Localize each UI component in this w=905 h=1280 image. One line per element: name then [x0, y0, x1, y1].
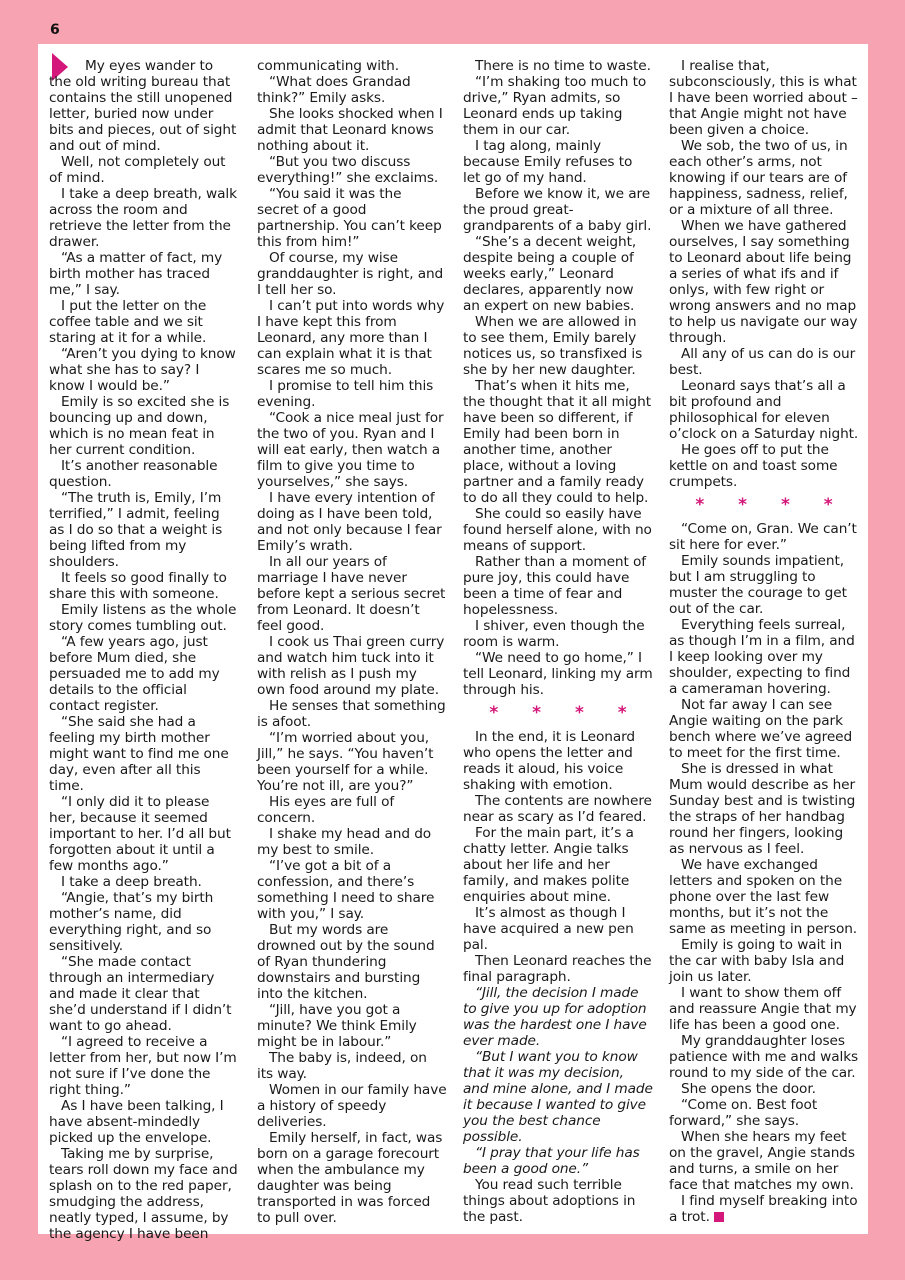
paragraph: “I’ve got a bit of a confession, and there’s something I need to share with you,” I say.: [257, 858, 435, 922]
paragraph: The contents are nowhere near as scary as I’d feared.: [463, 793, 652, 825]
paragraph: “You said it was the secret of a good partnership. You can’t keep this from him!”: [257, 186, 442, 250]
paragraph: “Come on, Gran. We can’t sit here for ever.”: [669, 521, 857, 553]
paragraph: “She made contact through an intermediary and made it clear that she’d understand if I didn’t want to go ahead.: [49, 954, 232, 1034]
paragraph: That’s when it hits me, the thought that it all might have been so different, if Emily had been born in another time, another place, without a loving partner and a family ready to do all they could to help.: [463, 378, 651, 506]
paragraph: We sob, the two of us, in each other’s arms, not knowing if our tears are of happiness, sadness, relief, or a mixture of all three.: [669, 138, 848, 218]
paragraph: He goes off to put the kettle on and toast some crumpets.: [669, 442, 838, 490]
paragraph: He senses that something is afoot.: [257, 698, 446, 730]
paragraph: Well, not completely out of mind.: [49, 154, 226, 186]
paragraph: “I’m worried about you, Jill,” he says. “You haven’t been yourself for a while. You’re not ill, are you?”: [257, 730, 434, 794]
paragraph: communicating with.: [257, 58, 400, 74]
paragraph: I have every intention of doing as I have been told, and not only because I fear Emily’s wrath.: [257, 490, 442, 554]
paragraph: All any of us can do is our best.: [669, 346, 856, 378]
paragraph: “What does Grandad think?” Emily asks.: [257, 74, 411, 106]
paragraph: “But you two discuss everything!” she exclaims.: [257, 154, 439, 186]
paragraph: “She said she had a feeling my birth mother might want to find me one day, even after all this time.: [49, 714, 229, 794]
paragraph: Leonard says that’s all a bit profound and philosophical for eleven o’clock on a Saturday night.: [669, 378, 859, 442]
paragraph: Then Leonard reaches the final paragraph.: [463, 953, 652, 985]
paragraph: “Angie, that’s my birth mother’s name, did everything right, and so sensitively.: [49, 890, 214, 954]
paragraph: “I agreed to receive a letter from her, but now I’m not sure if I’ve done the right thing.”: [49, 1034, 237, 1098]
paragraph: You read such terrible things about adoptions in the past.: [463, 1177, 636, 1225]
paragraph: I cook us Thai green curry and watch him tuck into it with relish as I push my own food around my plate.: [257, 634, 445, 698]
paragraph: I shiver, even though the room is warm.: [463, 618, 645, 650]
paragraph: “A few years ago, just before Mum died, she persuaded me to add my details to the official contact register.: [49, 634, 220, 714]
paragraph: “I’m shaking too much to drive,” Ryan admits, so Leonard ends up taking them in our car.: [463, 74, 647, 138]
scene-break-stars: * * * *: [489, 703, 641, 723]
page-number: 6: [50, 22, 60, 38]
paragraph: I take a deep breath, walk across the room and retrieve the letter from the drawer.: [49, 186, 237, 250]
paragraph: Emily herself, in fact, was born on a garage forecourt when the ambulance my daughter was being transported in was forced to pull over.: [257, 1130, 443, 1226]
final-paragraph: [669, 1193, 859, 1225]
paragraph: His eyes are full of concern.: [257, 794, 395, 826]
paragraph: “Aren’t you dying to know what she has to say? I know I would be.”: [49, 346, 236, 394]
paragraph: I shake my head and do my best to smile.: [257, 826, 432, 858]
paragraph: I realise that, subconsciously, this is what I have been worried about – that Angie might not have been given a choice.: [669, 58, 858, 138]
paragraph: I take a deep breath.: [61, 874, 202, 890]
paragraph: My eyes wander to the old writing bureau that contains the still unopened letter, buried now under bits and pieces, out of sight and out of mind.: [49, 58, 237, 154]
scene-break-stars: * * * *: [695, 495, 847, 515]
paragraph: Rather than a moment of pure joy, this could have been a time of fear and hopelessness.: [463, 554, 646, 618]
paragraph: There is no time to waste.: [475, 58, 651, 74]
paragraph: Women in our family have a history of speedy deliveries.: [257, 1082, 447, 1130]
paragraph: Before we know it, we are the proud great-grandparents of a baby girl.: [463, 186, 652, 234]
paragraph: But my words are drowned out by the sound of Ryan thundering downstairs and bursting into the kitchen.: [257, 922, 435, 1002]
paragraph: Everything feels surreal, as though I’m in a film, and I keep looking over my shoulder, expecting to find a cameraman hovering.: [669, 617, 855, 697]
paragraph: “As a matter of fact, my birth mother has traced me,” I say.: [49, 250, 223, 298]
column-2: [257, 58, 447, 1226]
paragraph: As I have been talking, I have absent-mindedly picked up the envelope.: [49, 1098, 224, 1146]
paragraph: We have exchanged letters and spoken on the phone over the last few months, but it’s not the same as meeting in person.: [669, 857, 858, 937]
paragraph: In all our years of marriage I have never before kept a serious secret from Leonard. It doesn’t feel good.: [257, 554, 446, 634]
paragraph: When we have gathered ourselves, I say something to Leonard about life being a series of what ifs and if onlys, with few right or wrong answers and no map to help us navigate our way through.: [669, 218, 858, 346]
paragraph: Emily is so excited she is bouncing up and down, which is no mean feat in her current condition.: [49, 394, 230, 458]
paragraph: She looks shocked when I admit that Leonard knows nothing about it.: [257, 106, 443, 154]
paragraph: Emily sounds impatient, but I am struggling to muster the courage to get out of the car.: [669, 553, 847, 617]
paragraph: Emily is going to wait in the car with baby Isla and join us later.: [669, 937, 845, 985]
paragraph: “Jill, have you got a minute? We think Emily might be in labour.”: [257, 1002, 417, 1050]
paragraph: The baby is, indeed, on its way.: [257, 1050, 427, 1082]
letter-quote: “I pray that your life has been a good one.”: [463, 1145, 640, 1177]
end-of-story-square-icon: [714, 1212, 724, 1222]
paragraph: “We need to go home,” I tell Leonard, linking my arm through his.: [463, 650, 653, 698]
paragraph: “Come on. Best foot forward,” she says.: [669, 1097, 818, 1129]
paragraph: “Cook a nice meal just for the two of you. Ryan and I will eat early, then watch a film to give you time to yourselves,” she says.: [257, 410, 444, 490]
paragraph: She is dressed in what Mum would describe as her Sunday best and is twisting the straps of her handbag round her fingers, looking as nervous as I feel.: [669, 761, 856, 857]
paragraph: For the main part, it’s a chatty letter. Angie talks about her life and her family, and makes polite enquiries about mine.: [463, 825, 634, 905]
final-paragraph-text: I find myself breaking into a trot.: [669, 1193, 858, 1225]
letter-quote: “But I want you to know that it was my decision, and mine alone, and I made it because I wanted to give you the best chance possible.: [463, 1049, 653, 1145]
paragraph: I put the letter on the coffee table and we sit staring at it for a while.: [49, 298, 207, 346]
paragraph: Not far away I can see Angie waiting on the park bench where we’ve agreed to meet for the first time.: [669, 697, 853, 761]
paragraph: It’s another reasonable question.: [49, 458, 218, 490]
paragraph: When she hears my feet on the gravel, Angie stands and turns, a smile on her face that matches my own.: [669, 1129, 855, 1193]
paragraph: I tag along, mainly because Emily refuses to let go of my hand.: [463, 138, 633, 186]
paragraph: “She’s a decent weight, despite being a couple of weeks early,” Leonard declares, apparently now an expert on new babies.: [463, 234, 637, 314]
paragraph: Emily listens as the whole story comes tumbling out.: [49, 602, 237, 634]
column-4: [669, 58, 859, 1225]
story-panel: [38, 44, 868, 1242]
paragraph: In the end, it is Leonard who opens the letter and reads it aloud, his voice shaking with emotion.: [463, 729, 635, 793]
paragraph: When we are allowed in to see them, Emily barely notices us, so transfixed is she by her new daughter.: [463, 314, 643, 378]
paragraph: My granddaughter loses patience with me and walks round to my side of the car.: [669, 1033, 859, 1081]
paragraph: “The truth is, Emily, I’m terrified,” I admit, feeling as I do so that a weight is being lifted from my shoulders.: [49, 490, 223, 570]
paragraph: She opens the door.: [681, 1081, 816, 1097]
paragraph: Of course, my wise granddaughter is right, and I tell her so.: [257, 250, 444, 298]
paragraph: “I only did it to please her, because it seemed important to her. I’d all but forgotten about it until a few months ago.”: [49, 794, 231, 874]
paragraph: She could so easily have found herself alone, with no means of support.: [463, 506, 652, 554]
paragraph: It feels so good finally to share this with someone.: [49, 570, 227, 602]
paragraph: Taking me by surprise, tears roll down my face and splash on to the red paper, smudging the address, neatly typed, I assume, by the agency I have been: [49, 1146, 238, 1242]
paragraph: I promise to tell him this evening.: [257, 378, 434, 410]
paragraph: I want to show them off and reassure Angie that my life has been a good one.: [669, 985, 857, 1033]
column-1: [49, 58, 239, 1242]
paragraph: It’s almost as though I have acquired a new pen pal.: [463, 905, 634, 953]
column-3: [463, 58, 653, 1225]
paragraph: I can’t put into words why I have kept this from Leonard, any more than I can explain what it is that scares me so much.: [257, 298, 445, 378]
letter-quote: “Jill, the decision I made to give you up for adoption was the hardest one I have ever made.: [463, 985, 647, 1049]
